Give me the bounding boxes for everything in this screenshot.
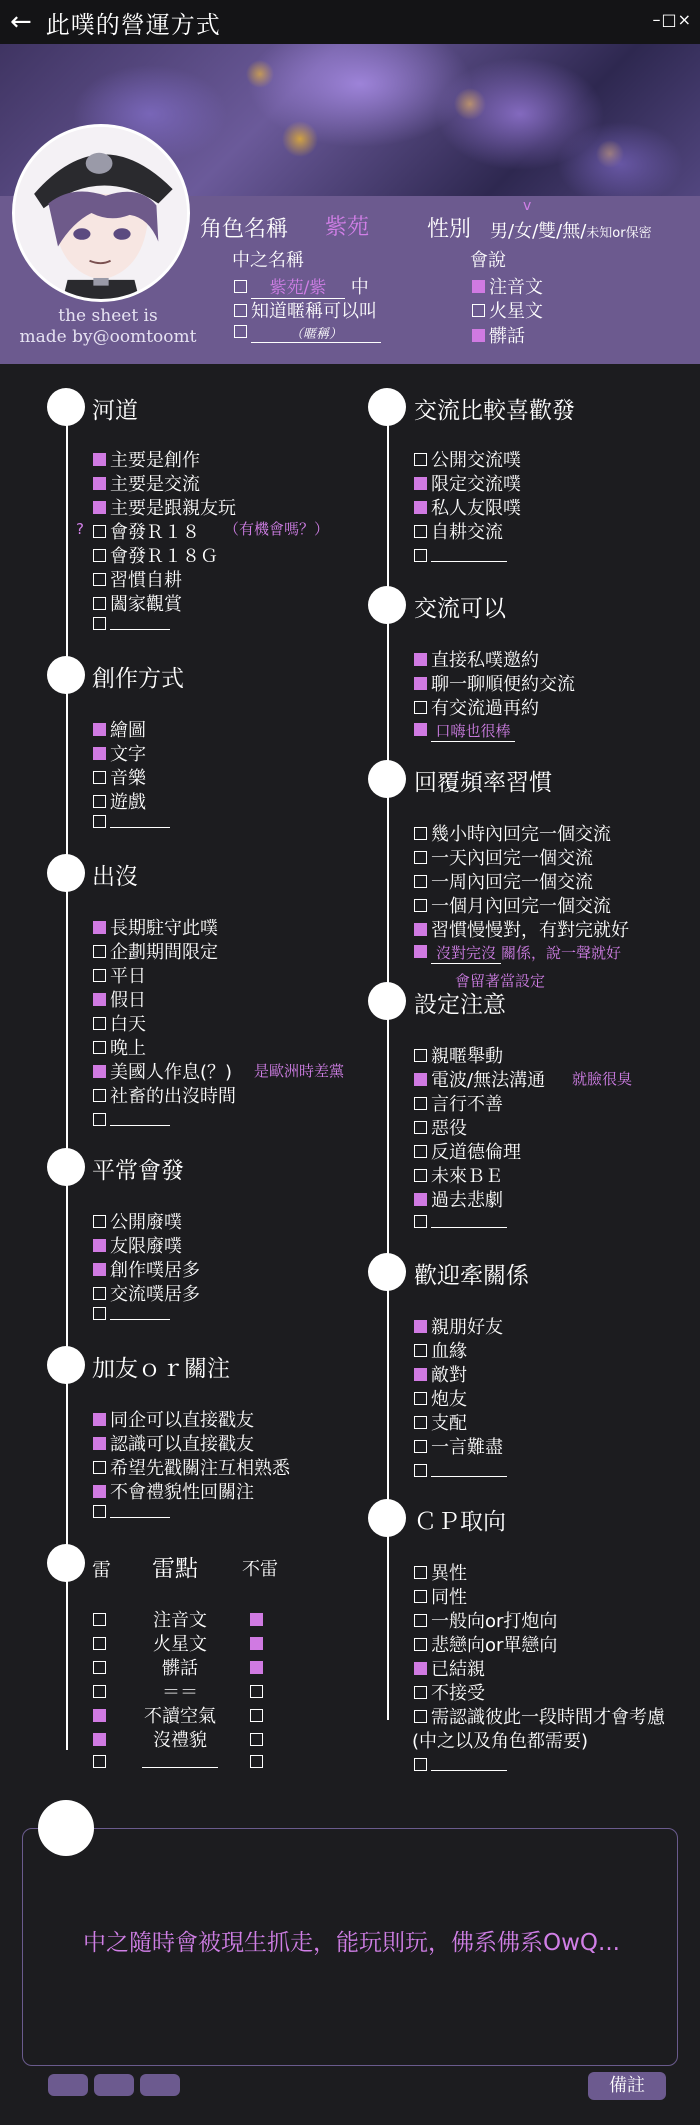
list-item: 需認識彼此一段時間才會考慮 — [414, 1703, 665, 1729]
setting-note: 就臉很臭 — [572, 1070, 633, 1088]
checkbox[interactable] — [414, 1368, 427, 1381]
bulei-checkbox[interactable] — [250, 1661, 263, 1674]
checkbox[interactable] — [234, 304, 247, 317]
list-item: 美國人作息(？) — [93, 1058, 232, 1084]
list-item: 晚上 — [93, 1034, 146, 1060]
list-item-custom: 口嗨也很棒 — [414, 720, 515, 742]
blank-item — [414, 1755, 507, 1776]
checkbox[interactable] — [93, 477, 106, 490]
list-item: 已結親 — [414, 1655, 485, 1681]
bulei-header: 不雷 — [242, 1559, 278, 1580]
lei-checkbox[interactable] — [93, 1755, 106, 1768]
list-item: 希望先戳關注互相熟悉 — [93, 1454, 290, 1480]
lei-checkbox[interactable] — [93, 1613, 106, 1626]
section-dot — [368, 1253, 406, 1291]
checkbox[interactable] — [414, 1710, 427, 1723]
checkbox[interactable] — [93, 1287, 106, 1300]
list-item: 限定交流噗 — [414, 470, 521, 496]
list-item: 異性 — [414, 1559, 467, 1585]
checkbox[interactable] — [93, 1263, 106, 1276]
checkbox[interactable] — [414, 701, 427, 714]
list-item: 敵對 — [414, 1361, 467, 1387]
checkbox[interactable] — [414, 1193, 427, 1206]
list-item: 會發Ｒ１８ — [93, 518, 200, 544]
checkbox[interactable] — [93, 1017, 106, 1030]
speak-item: 注音文 — [472, 273, 543, 299]
blank-item — [414, 1461, 507, 1482]
checkbox[interactable] — [414, 1344, 427, 1357]
checkbox[interactable] — [93, 747, 106, 760]
list-item: 自耕交流 — [414, 518, 503, 544]
list-item: 私人友限噗 — [414, 494, 521, 520]
checkbox[interactable] — [414, 1392, 427, 1405]
bulei-checkbox[interactable] — [250, 1733, 263, 1746]
list-item: 言行不善 — [414, 1090, 503, 1116]
list-item: 聊一聊順便約交流 — [414, 670, 575, 696]
trigger-row: ＝＝ — [93, 1678, 267, 1704]
list-item: 交流噗居多 — [93, 1280, 200, 1306]
list-item: 平日 — [93, 962, 146, 988]
section-dot — [47, 1148, 85, 1186]
section-dot — [47, 1544, 85, 1582]
checkbox[interactable] — [414, 525, 427, 538]
checkbox[interactable] — [414, 1758, 427, 1771]
list-item: 不會禮貌性回關注 — [93, 1478, 254, 1504]
checkbox[interactable] — [93, 1239, 106, 1252]
checkbox[interactable] — [414, 875, 427, 888]
checkbox[interactable] — [93, 597, 106, 610]
list-item: 公開廢噗 — [93, 1208, 182, 1234]
list-item: 親暱舉動 — [414, 1042, 503, 1068]
list-item: 有交流過再約 — [414, 694, 539, 720]
checkbox[interactable] — [414, 1686, 427, 1699]
nickname-row: 知道暱稱可以叫 — [234, 297, 377, 323]
list-item: 習慣自耕 — [93, 566, 182, 592]
checkbox[interactable] — [93, 969, 106, 982]
checkbox[interactable] — [93, 617, 106, 630]
cp-extra: (中之以及角色都需要) — [412, 1731, 589, 1752]
checkbox[interactable] — [93, 771, 106, 784]
list-item: 一個月內回完一個交流 — [414, 892, 611, 918]
checkbox[interactable] — [93, 723, 106, 736]
list-item: 同企可以直接戳友 — [93, 1406, 254, 1432]
checkbox[interactable] — [414, 1169, 427, 1182]
lei-checkbox[interactable] — [93, 1733, 106, 1746]
list-item: 過去悲劇 — [414, 1186, 503, 1212]
list-item: 企劃期間限定 — [93, 938, 218, 964]
trigger-row: 火星文 — [93, 1630, 267, 1656]
checkbox[interactable] — [93, 1089, 106, 1102]
checkbox[interactable] — [414, 1638, 427, 1651]
tab-3[interactable] — [140, 2074, 180, 2096]
checkbox[interactable] — [93, 945, 106, 958]
section-title-reply: 回覆頻率習慣 — [414, 770, 552, 796]
checkbox[interactable] — [414, 677, 427, 690]
checkbox[interactable] — [234, 325, 247, 338]
list-item: 炮友 — [414, 1385, 467, 1411]
speak-label: 會說 — [470, 250, 506, 271]
bulei-checkbox[interactable] — [250, 1755, 263, 1768]
checkbox[interactable] — [414, 501, 427, 514]
section-title-cp: ＣＰ取向 — [414, 1509, 506, 1535]
list-item: 假日 — [93, 986, 146, 1012]
blank-item — [93, 1110, 170, 1131]
checkbox[interactable] — [414, 1566, 427, 1579]
section-dot — [47, 388, 85, 426]
section-title-appear: 出沒 — [92, 864, 138, 890]
checkbox[interactable] — [414, 1049, 427, 1062]
section-dot — [368, 586, 406, 624]
checkbox[interactable] — [472, 329, 485, 342]
checkbox[interactable] — [93, 1215, 106, 1228]
gender-mark: v — [523, 198, 532, 214]
list-item: 創作噗居多 — [93, 1256, 200, 1282]
tab-2[interactable] — [94, 2074, 134, 2096]
remark-panel — [22, 1828, 678, 2066]
list-item: 同性 — [414, 1583, 467, 1609]
blank-item — [93, 1304, 170, 1325]
checkbox[interactable] — [93, 815, 106, 828]
memo-button[interactable]: 備註 — [588, 2072, 666, 2100]
list-item: 公開交流噗 — [414, 446, 521, 472]
speak-item: 髒話 — [472, 322, 525, 348]
player-name-row: 紫苑/紫 中 — [234, 273, 369, 299]
blank-item — [93, 614, 170, 635]
checkbox[interactable] — [414, 1121, 427, 1134]
title-bar — [0, 0, 700, 44]
checkbox[interactable] — [414, 1097, 427, 1110]
us-note: 是歐洲時差黨 — [254, 1062, 345, 1080]
trigger-row-blank — [93, 1752, 267, 1773]
trigger-row: 不讀空氣 — [93, 1702, 267, 1728]
section-dot — [47, 1346, 85, 1384]
gender-label: 性別 — [427, 217, 472, 242]
section-dot — [47, 656, 85, 694]
section-title-prefer: 交流比較喜歡發 — [414, 398, 575, 424]
list-item: 一周內回完一個交流 — [414, 868, 593, 894]
trigger-row: 注音文 — [93, 1606, 267, 1632]
checkbox[interactable] — [93, 1437, 106, 1450]
section-title-follow: 加友ｏｒ關注 — [92, 1356, 230, 1382]
list-item: 一天內回完一個交流 — [414, 844, 593, 870]
list-item: 一言難盡 — [414, 1433, 503, 1459]
list-item: 繪圖 — [93, 716, 146, 742]
checkbox[interactable] — [414, 1073, 427, 1086]
list-item: 親朋好友 — [414, 1313, 503, 1339]
list-item: 認識可以直接戳友 — [93, 1430, 254, 1456]
checkbox[interactable] — [414, 1614, 427, 1627]
section-title-can: 交流可以 — [414, 596, 506, 622]
bulei-checkbox[interactable] — [250, 1613, 263, 1626]
list-item: 悲戀向or單戀向 — [414, 1631, 557, 1657]
list-item: 未來ＢＥ — [414, 1162, 503, 1188]
list-item: 直接私噗邀約 — [414, 646, 539, 672]
checkbox[interactable] — [234, 280, 247, 293]
checkbox[interactable] — [414, 1440, 427, 1453]
checkbox[interactable] — [414, 1464, 427, 1477]
role-name-value: 紫苑 — [325, 215, 370, 240]
blank-item — [93, 1502, 170, 1523]
list-item: 社畜的出沒時間 — [93, 1082, 236, 1108]
checkbox[interactable] — [93, 1065, 106, 1078]
checkbox[interactable] — [414, 723, 427, 736]
checkbox[interactable] — [93, 1461, 106, 1474]
bulei-checkbox[interactable] — [250, 1637, 263, 1650]
section-dot — [47, 854, 85, 892]
section-title-trigger: 雷點 — [152, 1556, 198, 1582]
lei-header: 雷 — [92, 1559, 112, 1581]
nickname-blank-row: （暱稱） — [234, 322, 381, 343]
list-item: 主要是跟親友玩 — [93, 494, 236, 520]
window-controls[interactable]: –□× — [652, 10, 692, 29]
arrow-left-icon[interactable]: ← — [10, 7, 32, 37]
player-name-label: 中之名稱 — [232, 250, 304, 271]
checkbox[interactable] — [414, 1662, 427, 1675]
role-name-label: 角色名稱 — [200, 217, 289, 242]
checkbox[interactable] — [414, 549, 427, 562]
list-item: 習慣慢慢對，有對完就好 — [414, 916, 629, 942]
list-item: 一般向or打炮向 — [414, 1607, 557, 1633]
trigger-row: 髒話 — [93, 1654, 267, 1680]
list-item: 電波/無法溝通 — [414, 1066, 545, 1092]
section-title-create: 創作方式 — [92, 666, 184, 692]
speak-item: 火星文 — [472, 297, 543, 323]
checkbox[interactable] — [93, 501, 106, 514]
blank-item — [414, 1212, 507, 1233]
section-title-hedao: 河道 — [92, 398, 138, 424]
list-item: 闔家觀賞 — [93, 590, 182, 616]
list-item: 白天 — [93, 1010, 146, 1036]
checkbox[interactable] — [414, 477, 427, 490]
checkbox[interactable] — [414, 1215, 427, 1228]
list-item-custom: 沒對完沒 關係，說一聲就好 — [414, 942, 621, 964]
checkbox[interactable] — [472, 304, 485, 317]
checkbox[interactable] — [93, 1485, 106, 1498]
section-dot — [368, 1499, 406, 1537]
checkbox[interactable] — [93, 1307, 106, 1320]
checkbox[interactable] — [93, 921, 106, 934]
question-mark: ? — [76, 520, 84, 538]
list-item: 主要是創作 — [93, 446, 200, 472]
section-title-post: 平常會發 — [92, 1158, 184, 1184]
checkbox[interactable] — [93, 525, 106, 538]
checkbox[interactable] — [414, 945, 427, 958]
blank-item — [414, 546, 507, 567]
lei-checkbox[interactable] — [93, 1685, 106, 1698]
checkbox[interactable] — [93, 1113, 106, 1126]
list-item: 會發Ｒ１８Ｇ — [93, 542, 218, 568]
list-item: 幾小時內回完一個交流 — [414, 820, 611, 846]
list-item: 友限廢噗 — [93, 1232, 182, 1258]
lei-checkbox[interactable] — [93, 1637, 106, 1650]
blank-item — [93, 812, 170, 833]
lei-checkbox[interactable] — [93, 1709, 106, 1722]
credit-text: the sheet is made by@oomtoomt — [19, 306, 197, 347]
list-item: 音樂 — [93, 764, 146, 790]
reply-note: 會留著當設定 — [455, 972, 546, 990]
list-item: 主要是交流 — [93, 470, 200, 496]
bulei-checkbox[interactable] — [250, 1685, 263, 1698]
list-item: 長期駐守此噗 — [93, 914, 218, 940]
avatar — [12, 124, 190, 302]
checkbox[interactable] — [414, 653, 427, 666]
list-item: 支配 — [414, 1409, 467, 1435]
list-item: 遊戲 — [93, 788, 146, 814]
list-item: 文字 — [93, 740, 146, 766]
section-title-relation: 歡迎牽關係 — [414, 1263, 529, 1289]
checkbox[interactable] — [414, 1416, 427, 1429]
list-item: 血緣 — [414, 1337, 467, 1363]
checkbox[interactable] — [93, 795, 106, 808]
checkbox[interactable] — [93, 1505, 106, 1518]
list-item: 惡役 — [414, 1114, 467, 1140]
section-dot — [368, 982, 406, 1020]
checkbox[interactable] — [414, 827, 427, 840]
section-dot — [368, 388, 406, 426]
checkbox[interactable] — [93, 573, 106, 586]
list-item: 反道德倫理 — [414, 1138, 521, 1164]
checkbox[interactable] — [93, 1413, 106, 1426]
section-title-setting: 設定注意 — [414, 992, 506, 1018]
checkbox[interactable] — [93, 993, 106, 1006]
trigger-row: 沒禮貌 — [93, 1726, 267, 1752]
r18-note: （有機會嗎？） — [224, 520, 330, 538]
section-dot — [368, 760, 406, 798]
checkbox[interactable] — [414, 1590, 427, 1603]
checkbox[interactable] — [414, 1320, 427, 1333]
bulei-checkbox[interactable] — [250, 1709, 263, 1722]
checkbox[interactable] — [414, 453, 427, 466]
checkbox[interactable] — [414, 923, 427, 936]
checkbox[interactable] — [414, 851, 427, 864]
gender-options: 男/女/雙/無/未知or保密 — [490, 221, 652, 242]
list-item: 不接受 — [414, 1679, 485, 1705]
tab-1[interactable] — [48, 2074, 88, 2096]
checkbox[interactable] — [414, 1145, 427, 1158]
checkbox[interactable] — [93, 453, 106, 466]
checkbox[interactable] — [414, 899, 427, 912]
checkbox[interactable] — [472, 280, 485, 293]
lei-checkbox[interactable] — [93, 1661, 106, 1674]
checkbox[interactable] — [93, 1041, 106, 1054]
remark-text: 中之隨時會被現生抓走，能玩則玩，佛系佛系OwQ... — [83, 1930, 620, 1956]
page-title: 此噗的營運方式 — [45, 10, 221, 39]
remark-dot — [38, 1800, 94, 1856]
checkbox[interactable] — [93, 549, 106, 562]
